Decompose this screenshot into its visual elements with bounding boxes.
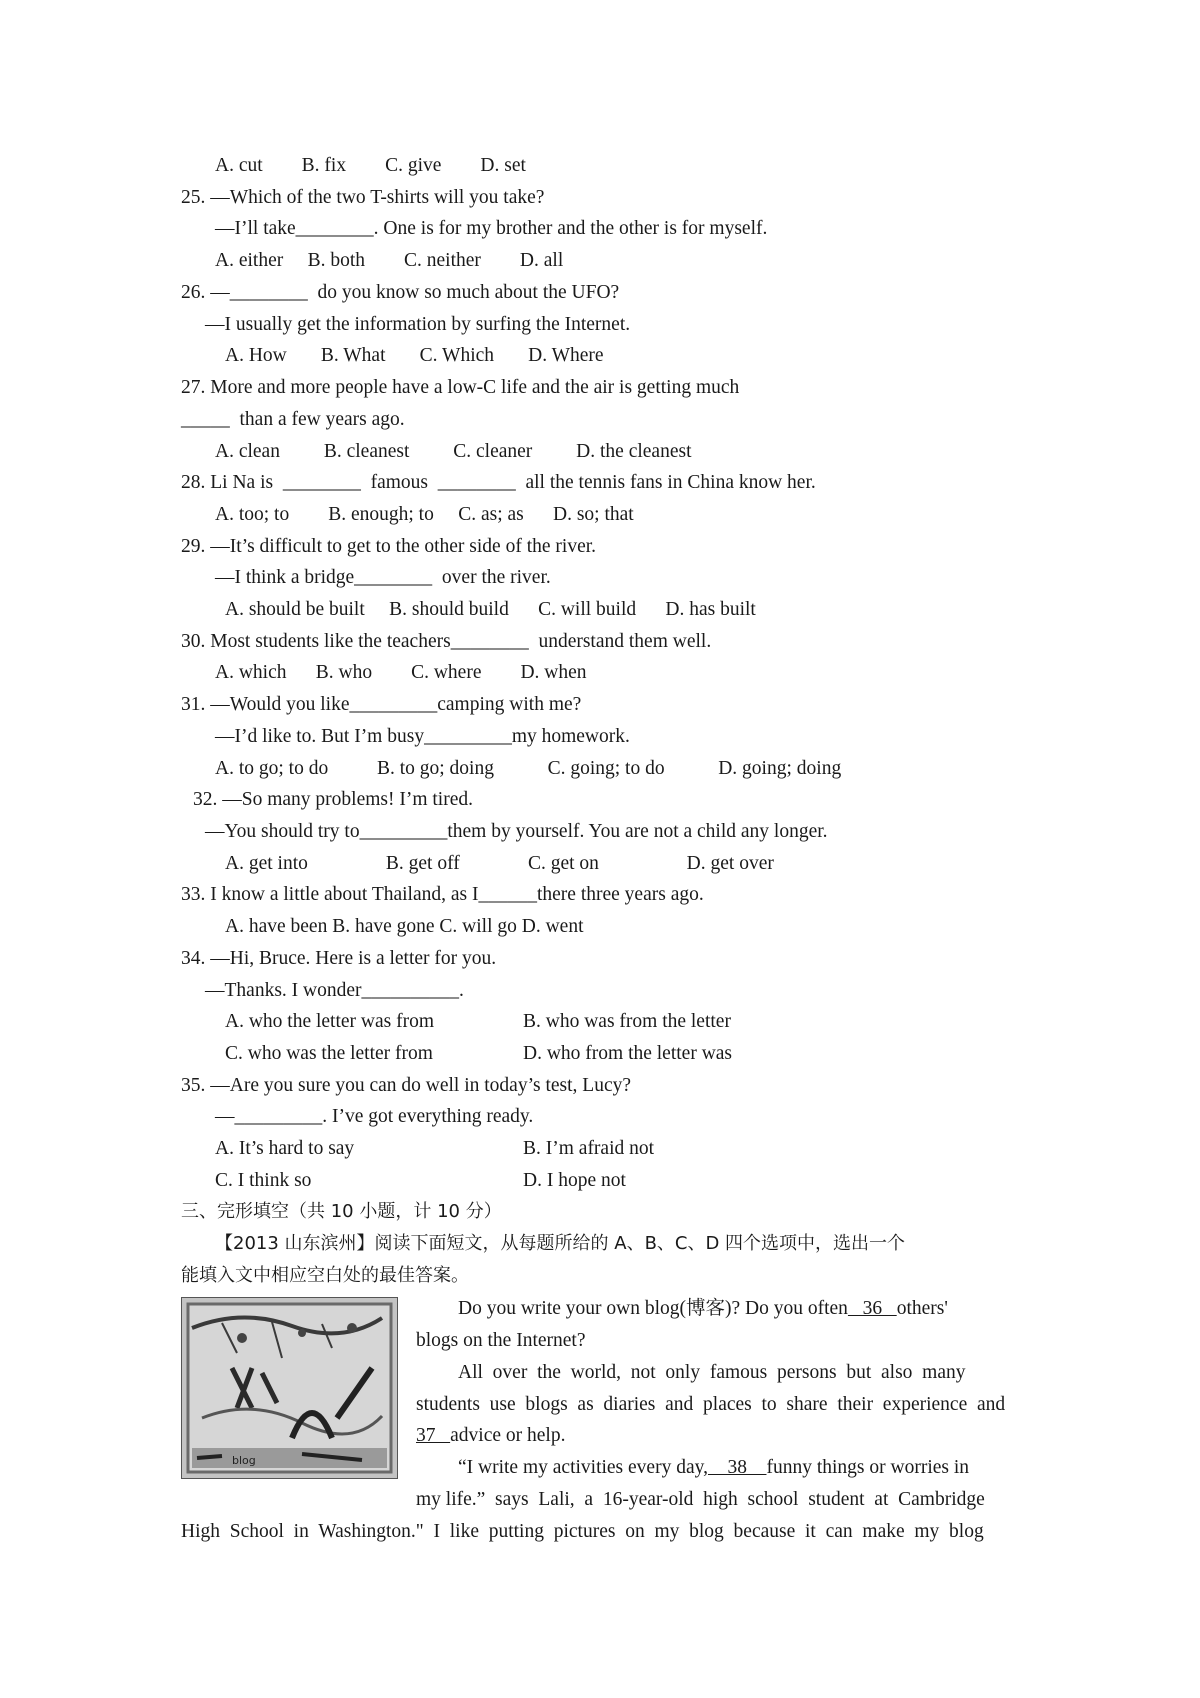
q31-question: 31. —Would you like_________camping with me?	[181, 694, 582, 715]
q29-question: 29. —It’s difficult to get to the other side of the river.	[181, 536, 597, 557]
passage-p3-line2: my life.” says Lali, a 16-year-old high school student at Cambridge	[416, 1489, 985, 1510]
q32-options: A. get into B. get off C. get on D. get over	[225, 853, 774, 874]
blog-illustration-caption: blog	[232, 1454, 256, 1467]
passage-text: Do you write your own blog(博客)? Do you often	[458, 1298, 848, 1319]
q26-options: A. How B. What C. Which D. Where	[225, 345, 604, 366]
cloze-instructions-line1: 【2013 山东滨州】阅读下面短文，从每题所给的 A、B、C、D 四个选项中，选出一个	[215, 1233, 906, 1254]
q24-options: A. cut B. fix C. give D. set	[215, 155, 526, 176]
q35-option-d: D. I hope not	[523, 1170, 626, 1191]
q32-answer: —You should try to_________them by yourself. You are not a child any longer.	[205, 821, 828, 842]
passage-p2-line2: students use blogs as diaries and places to share their experience and	[416, 1394, 1006, 1415]
q34-option-a: A. who the letter was from	[225, 1011, 435, 1032]
cloze-instructions-line2: 能填入文中相应空白处的最佳答案。	[181, 1265, 469, 1286]
passage-p1-line1	[458, 1297, 948, 1321]
blog-illustration-image	[181, 1297, 398, 1479]
passage-text: advice or help.	[450, 1425, 566, 1446]
q34-option-b: B. who was from the letter	[523, 1011, 731, 1032]
passage-p3-line3: High School in Washington." I like putting pictures on my blog because it can make my blog	[181, 1521, 984, 1542]
q34-option-d: D. who from the letter was	[523, 1043, 733, 1064]
q28-question: 28. Li Na is ________ famous ________ all the tennis fans in China know her.	[181, 472, 816, 493]
q26-question: 26. —________ do you know so much about the UFO?	[181, 282, 620, 303]
q25-question: 25. —Which of the two T-shirts will you take?	[181, 187, 545, 208]
blank-37: 37	[416, 1425, 451, 1446]
q29-answer: —I think a bridge________ over the river.	[215, 567, 551, 588]
q35-option-b: B. I’m afraid not	[523, 1138, 655, 1159]
q32-question: 32. —So many problems! I’m tired.	[193, 789, 473, 810]
q25-options: A. either B. both C. neither D. all	[215, 250, 564, 271]
passage-text: funny things or worries in	[766, 1457, 970, 1478]
passage-text: others'	[896, 1298, 948, 1319]
blog-illustration-graphic	[182, 1298, 397, 1478]
q26-answer: —I usually get the information by surfing the Internet.	[205, 314, 631, 335]
q34-option-c: C. who was the letter from	[225, 1043, 433, 1064]
passage-p3-line1	[458, 1456, 969, 1480]
q34-answer: —Thanks. I wonder__________.	[205, 980, 464, 1001]
q35-answer: —_________. I’ve got everything ready.	[215, 1106, 534, 1127]
q35-option-a: A. It’s hard to say	[215, 1138, 355, 1159]
q27-question: 27. More and more people have a low-C life and the air is getting much	[181, 377, 740, 398]
passage-p2-line3	[416, 1424, 565, 1448]
q31-options: A. to go; to do B. to go; doing C. going; to do D. going; doing	[215, 758, 842, 779]
q35-question: 35. —Are you sure you can do well in today’s test, Lucy?	[181, 1075, 632, 1096]
q25-answer: —I’ll take________. One is for my brother and the other is for myself.	[215, 218, 768, 239]
q31-answer: —I’d like to. But I’m busy_________my homework.	[215, 726, 630, 747]
q28-options: A. too; to B. enough; to C. as; as D. so; that	[215, 504, 634, 525]
passage-p1-line2: blogs on the Internet?	[416, 1330, 586, 1351]
passage-p2-line1: All over the world, not only famous persons but also many	[458, 1362, 966, 1383]
q30-question: 30. Most students like the teachers________ understand them well.	[181, 631, 712, 652]
q27-blank: _____ than a few years ago.	[181, 409, 405, 430]
passage-text: “I write my activities every day,	[458, 1457, 708, 1478]
q34-question: 34. —Hi, Bruce. Here is a letter for you.	[181, 948, 497, 969]
q30-options: A. which B. who C. where D. when	[215, 662, 587, 683]
section-three-heading: 三、完形填空（共 10 小题，计 10 分）	[181, 1201, 502, 1222]
blank-38: 38	[707, 1457, 767, 1478]
q33-options: A. have been B. have gone C. will go D. went	[225, 916, 584, 937]
q33-question: 33. I know a little about Thailand, as I______there three years ago.	[181, 884, 704, 905]
blank-36: 36	[847, 1298, 897, 1319]
q35-option-c: C. I think so	[215, 1170, 312, 1191]
q27-options: A. clean B. cleanest C. cleaner D. the cleanest	[215, 441, 692, 462]
q29-options: A. should be built B. should build C. will build D. has built	[225, 599, 756, 620]
